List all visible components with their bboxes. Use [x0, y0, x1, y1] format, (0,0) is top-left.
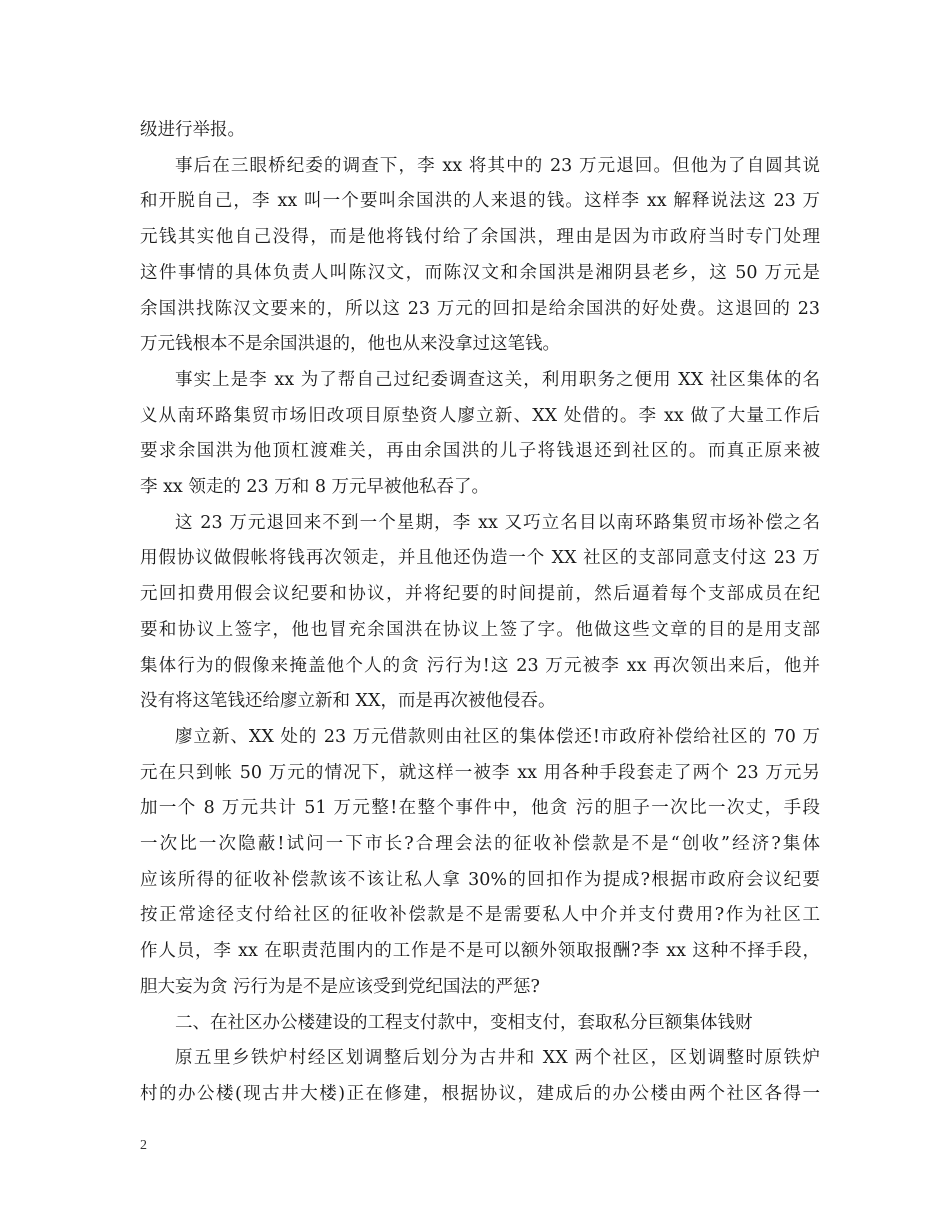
text-line: 元在只到帐 50 万元的情况下，就这样一被李 xx 用各种手段套走了两个 23 万元另 — [140, 762, 820, 783]
text-line: 廖立新、XX 处的 23 万元借款则由社区的集体偿还!市政府补偿给社区的 70 万 — [175, 726, 820, 747]
text-line: 集体行为的假像来掩盖他个人的贪 污行为!这 23 万元被李 xx 再次领出来后，他并 — [140, 655, 820, 676]
text-line: 二、在社区办公楼建设的工程支付款中，变相支付，套取私分巨额集体钱财 — [175, 1012, 753, 1033]
text-line: 加一个 8 万元共计 51 万元整!在整个事件中，他贪 污的胆子一次比一次丈，手段 — [140, 798, 820, 819]
text-line: 义从南环路集贸市场旧改项目原垫资人廖立新、XX 处借的。李 xx 做了大量工作后 — [140, 405, 820, 426]
text-line: 级进行举报。 — [140, 120, 245, 140]
text-line: 没有将这笔钱还给廖立新和 XX，而是再次被他侵吞。 — [140, 691, 556, 712]
text-line: 胆大妄为贪 污行为是不是应该受到党纪国法的严惩? — [140, 976, 540, 997]
text-line: 元钱其实他自己没得，而是他将钱付给了余国洪，理由是因为市政府当时专门处理 — [140, 227, 820, 248]
text-line: 这 23 万元退回来不到一个星期，李 xx 又巧立名目以南环路集贸市场补偿之名 — [175, 512, 820, 533]
text-line: 李 xx 领走的 23 万和 8 万元早被他私吞了。 — [140, 477, 490, 497]
text-line: 一次比一次隐蔽!试问一下市长?合理会法的征收补偿款是不是“创收”经济?集体 — [140, 834, 820, 854]
text-line: 要和协议上签字，他也冒充余国洪在协议上签了字。他做这些文章的目的是用支部 — [140, 619, 820, 640]
text-line: 事实上是李 xx 为了帮自己过纪委调查这关，利用职务之便用 XX 社区集体的名 — [175, 369, 820, 390]
text-line: 要求余国洪为他顶杠渡难关，再由余国洪的儿子将钱退还到社区的。而真正原来被 — [140, 441, 820, 462]
text-line: 事后在三眼桥纪委的调查下，李 xx 将其中的 23 万元退回。但他为了自圆其说 — [175, 155, 820, 176]
text-line: 余国洪找陈汉文要来的，所以这 23 万元的回扣是给余国洪的好处费。这退回的 23 — [140, 298, 820, 319]
text-line: 应该所得的征收补偿款该不该让私人拿 30%的回扣作为提成?根据市政府会议纪要 — [140, 869, 820, 890]
text-line: 和开脱自己，李 xx 叫一个要叫余国洪的人来退的钱。这样李 xx 解释说法这 23 万 — [140, 191, 820, 212]
text-line: 元回扣费用假会议纪要和协议，并将纪要的时间提前，然后逼着每个支部成员在纪 — [140, 584, 820, 605]
text-line: 按正常途径支付给社区的征收补偿款是不是需要私人中介并支付费用?作为社区工 — [140, 905, 820, 926]
text-line: 村的办公楼(现古井大楼)正在修建，根据协议，建成后的办公楼由两个社区各得一 — [140, 1083, 820, 1104]
page-number: 2 — [140, 1138, 147, 1153]
text-line: 用假协议做假帐将钱再次领走，并且他还伪造一个 XX 社区的支部同意支付这 23 万 — [140, 548, 820, 569]
text-line: 原五里乡铁炉村经区划调整后划分为古井和 XX 两个社区，区划调整时原铁炉 — [175, 1048, 820, 1069]
text-line: 万元钱根本不是余国洪退的，他也从来没拿过这笔钱。 — [140, 334, 560, 355]
text-line: 这件事情的具体负责人叫陈汉文，而陈汉文和余国洪是湘阴县老乡，这 50 万元是 — [140, 262, 820, 283]
text-line: 作人员，李 xx 在职责范围内的工作是不是可以额外领取报酬?李 xx 这种不择手段， — [140, 941, 820, 962]
